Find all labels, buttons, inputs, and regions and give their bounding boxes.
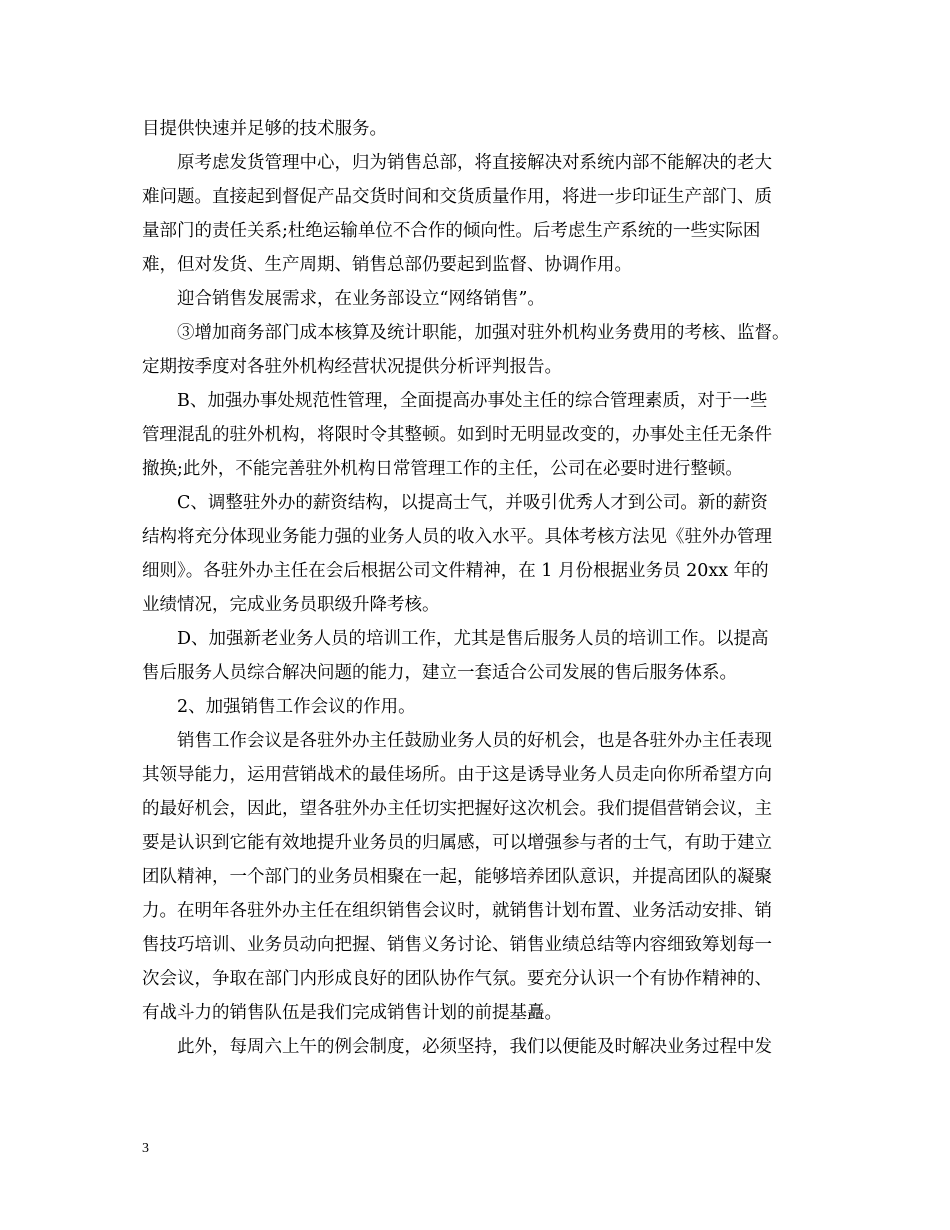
- text-line: 难，但对发货、生产周期、销售总部仍要起到监督、协调作用。: [142, 255, 632, 275]
- text-line: 业绩情况，完成业务员职级升降考核。: [142, 595, 440, 615]
- text-line: 目提供快速并足够的技术服务。: [142, 119, 387, 139]
- text-line: 售后服务人员综合解决问题的能力，建立一套适合公司发展的售后服务体系。: [142, 663, 737, 683]
- text-line: 售技巧培训、业务员动向把握、销售义务讨论、销售业绩总结等内容细致筹划每一: [142, 935, 772, 955]
- text-line: 2、加强销售工作会议的作用。: [177, 697, 416, 717]
- text-line: 撤换;此外，不能完善驻外机构日常管理工作的主任，公司在必要时进行整顿。: [142, 459, 743, 479]
- text-line: 要是认识到它能有效地提升业务员的归属感，可以增强参与者的士气，有助于建立: [142, 833, 772, 853]
- text-line: 此外，每周六上午的例会制度，必须坚持，我们以便能及时解决业务过程中发: [177, 1037, 772, 1057]
- text-line: 原考虑发货管理中心，归为销售总部，将直接解决对系统内部不能解决的老大: [177, 153, 772, 173]
- text-line: 团队精神，一个部门的业务员相聚在一起，能够培养团队意识，并提高团队的凝聚: [142, 867, 772, 887]
- text-line: 结构将充分体现业务能力强的业务人员的收入水平。具体考核方法见《驻外办管理: [142, 527, 772, 547]
- text-line: 迎合销售发展需求，在业务部设立“网络销售”。: [177, 289, 545, 309]
- text-line: 量部门的责任关系;杜绝运输单位不合作的倾向性。后考虑生产系统的一些实际困: [142, 221, 761, 241]
- text-line: C、调整驻外办的薪资结构，以提高士气，并吸引优秀人才到公司。新的薪资: [177, 493, 768, 513]
- text-line: 销售工作会议是各驻外办主任鼓励业务人员的好机会，也是各驻外办主任表现: [177, 731, 772, 751]
- text-line: 有战斗力的销售队伍是我们完成销售计划的前提基矗。: [142, 1003, 562, 1023]
- text-line: 的最好机会，因此，望各驻外办主任切实把握好这次机会。我们提倡营销会议，主: [142, 799, 772, 819]
- text-line: 力。在明年各驻外办主任在组织销售会议时，就销售计划布置、业务活动安排、销: [142, 901, 772, 921]
- text-line: B、加强办事处规范性管理，全面提高办事处主任的综合管理素质，对于一些: [177, 391, 768, 411]
- text-line: ③增加商务部门成本核算及统计职能，加强对驻外机构业务费用的考核、监督。: [177, 323, 790, 343]
- text-line: 其领导能力，运用营销战术的最佳场所。由于这是诱导业务人员走向你所希望方向: [142, 765, 772, 785]
- page-number: 3: [142, 1141, 149, 1156]
- text-line: 次会议，争取在部门内形成良好的团队协作气氛。要充分认识一个有协作精神的、: [142, 969, 772, 989]
- text-line: 定期按季度对各驻外机构经营状况提供分析评判报告。: [142, 357, 562, 377]
- text-line: D、加强新老业务人员的培训工作，尤其是售后服务人员的培训工作。以提高: [177, 629, 769, 649]
- body-text: [142, 112, 822, 1064]
- text-line: 细则》。各驻外办主任在会后根据公司文件精神，在 1 月份根据业务员 20xx 年的: [142, 561, 769, 581]
- text-line: 难问题。直接起到督促产品交货时间和交货质量作用，将进一步印证生产部门、质: [142, 187, 772, 207]
- text-line: 管理混乱的驻外机构，将限时令其整顿。如到时无明显改变的，办事处主任无条件: [142, 425, 772, 445]
